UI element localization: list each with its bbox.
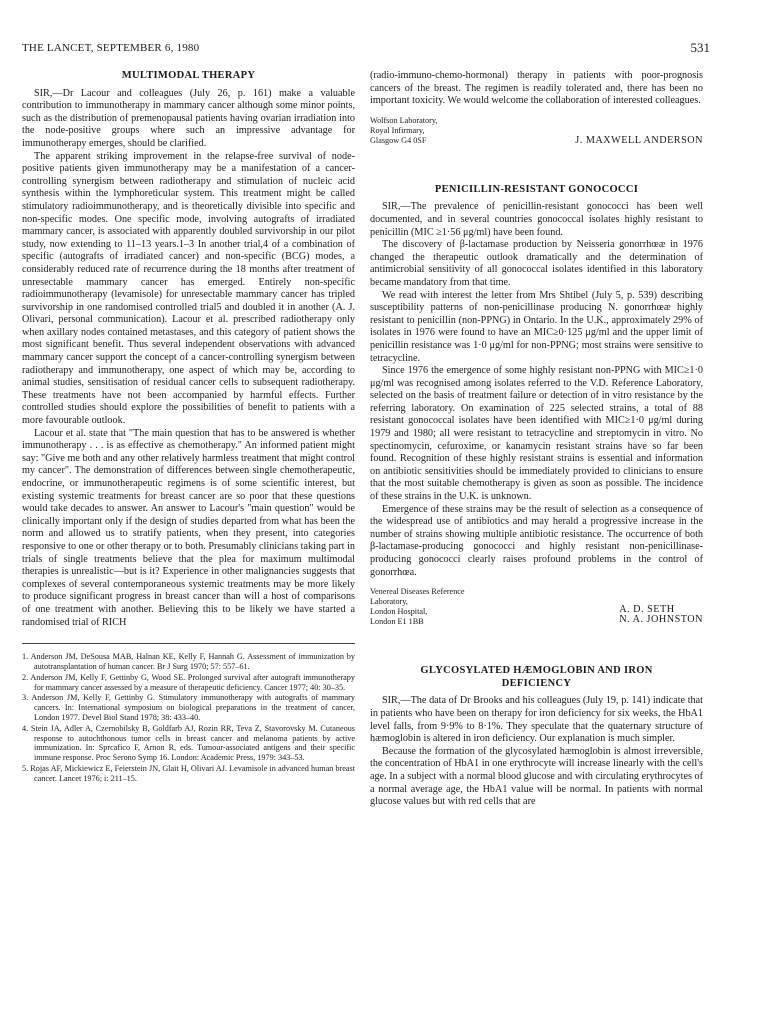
address-line: Royal Infirmary, (370, 125, 425, 135)
paragraph: SIR,—The prevalence of penicillin-resistant gonococci has been well documented, and in several countries gonococcal isolates highly resistant to penicillin (MIC ≥1·56 μg/ml) have been found. (370, 201, 703, 238)
paragraph: SIR,—Dr Lacour and colleagues (July 26, p. 161) make a valuable contribution to immunotherapy in mammary cancer although some minor points, such as the distribution of premenopausal patients having ovarian irradiation into the node-positive groups where such an impressive advantage for immunotherapy emerges, should be clarified. (22, 87, 355, 149)
paragraph: Since 1976 the emergence of some highly resistant non-PPNG with MIC≥1·0 μg/ml was recognised among isolates referred to the V.D. Reference Laboratory, selected on the basis of treatment failure or detection of in vitro resistance by the referring laboratory. On examination of 225 selected strains, a total of 88 resistant gonococcal isolates have been identified with MIC≥1·0 μg/ml during 1979 and 1980; all were resistant to tetracycline and streptomycin in vitro. No spectinomycin, cefuroxime, or kanamycin resistant strains have so far been found. Recognition of these highly resistant strains is essential and information on antibiotic sensitivities should be immediately provided to clinicians to ensure that the most suitable chemotherapy is given as soon as possible. The incidence of these strains in the U.K. is unknown. (370, 365, 703, 503)
page-number: 531 (690, 40, 710, 55)
signature-block (370, 116, 703, 146)
author-name: N. A. JOHNSTON (619, 614, 703, 626)
signature-block (370, 587, 703, 627)
address-line: Venereal Diseases Reference (370, 587, 465, 597)
running-header (22, 40, 710, 58)
paragraph: The apparent striking improvement in the relapse-free survival of node-positive patients given immunotherapy may be a manifestation of a cancer-controlling synergism between radiotherapy and stimulation of nucleic acid synthesis within the lymphoreticular system. This treatment might be called stimulatory radioimmunotherapy, and is theoretically divisible into specific and non-specific modes. One specific mode, involving autografts of irradiated mammary cancer, is associated with apparently doubled survivorship in our pilot study, now extending to 11–13 years.1–3 In another trial,4 of a combination of specific (autografts of irradiated cancer) and non-specific (BCG) modes, a considerably reduced rate of recurrence during the 18 months after treatment of unresectable mammary cancer has emerged. Entirely non-specific radioimmunotherapy (levamisole) for unresectable mammary cancer has tripled survivorship in one randomised controlled trial5 and doubled it in another (A. J. Olivari, personal communication). Lacour et al. prescribed radiotherapy only when axillary nodes contained metastases, and this category of patient shows the most significant benefit. Thus several independent observations with advanced mammary cancer support the concept of a cancer-controlling synergism between radiotherapy and immunotherapy, one aspect of which may be, according to animal studies, sensitisation of residual cancer cells to subsequent radiotherapy. These treatments have not been accompanied by harmful effects. Further controlled studies should explore the possibilities of benefit to patients with a more favourable outlook. (22, 150, 355, 427)
paragraph: Because the formation of the glycosylated hæmoglobin is almost irreversible, the concentration of HbA1 in one erythrocyte will increase linearly with the cell's age. In a subject with a normal blood glucose and with circulating erythrocytes of a normal average age, the HbA1 value will be normal. In patients with normal glucose values but with red cells that are (370, 745, 703, 808)
reference-item: 5. Rojas AF, Mickiewicz E, Feierstein JN, Glait H, Olivari AJ. Levamisole in advanced human breast cancer. Lancet 1976; i: 211–15. (22, 763, 355, 783)
reference-list (22, 652, 355, 783)
left-column (22, 70, 355, 784)
address-line: London Hospital, (370, 607, 428, 617)
paragraph: (radio-immuno-chemo-hormonal) therapy in patients with poor-prognosis cancers of the breast. The regimen is readily tolerated and, there has been no important toxicity. We would welcome the collaboration of interested colleagues. (370, 70, 703, 107)
divider (22, 643, 355, 644)
article-title-multimodal: MULTIMODAL THERAPY (121, 70, 256, 81)
paragraph: The discovery of β-lactamase production by Neisseria gonorrhœæ in 1976 changed the therapeutic outlook dramatically and the determination of antimicrobial sensitivity of all gonococcal isolates identified in this laboratory became mandatory from that time. (370, 239, 703, 288)
address-line: Laboratory, (370, 597, 408, 607)
reference-item: 2. Anderson JM, Kelly F, Gettinby G, Wood SE. Prolonged survival after autograft immunotherapy for mammary cancer assessed by a measure of therapeutic deficiency. Cancer 1977; 40: 30–35. (22, 672, 355, 692)
reference-item: 3. Anderson JM, Kelly F, Gettinby G. Stimulatory immunotherapy with autografts of mammary cancers. In: International symposium on biological preparations in the treatment of cancer, London 1977. Devel Biol Stand 1978; 38: 433–40. (22, 693, 355, 722)
article-title-haemoglobin: GLYCOSYLATED HÆMOGLOBIN AND IRON DEFICIENCY (420, 665, 653, 689)
paragraph: Lacour et al. state that "The main question that has to be answered is whether immunotherapy . . . is as effective as chemotherapy." An informed patient might say: "Give me both and any other relatively harmless treatment that might control my cancer". The demonstration of differences between single chemotherapeutic, endocrine, or immunotherapeutic regimens is of some scientific interest, but existing systemic treatments for breast cancer are so poor that these questions would take decades to answer. An answer to Lacour's "main question" would be clinically important only if the design of studies departed from what has been the norm and allowed us to stratify patients, when they present, into categories responsive to one or other therapy or to both. Presumably clinicians taking part in trials of single treatments believe that the plea for maximum multimodal therapies is unrealistic—but is it? Experience in other malignancies suggests that complexes of several contemporaneous systemic treatments may be more likely to produce significant progress in breast cancer than will a host of comparisons of one treatment with another. Believing this to be likely we have started a randomised trial of RICH (22, 427, 355, 628)
journal-title: THE LANCET, SEPTEMBER 6, 1980 (22, 42, 200, 54)
author-name: A. D. SETH (619, 604, 675, 616)
address-line: London E1 1BB (370, 617, 424, 627)
reference-item: 4. Stein JA, Adler A, Czernobilsky B, Goldfarb AJ, Rozin RR, Teva Z, Stavorovsky M. Cutaneous response to autochthonous tumor cells in breast cancer and melanoma patients by active immunization. In: Sprcafico F, Arnon R, eds. Tumour-associated antigens and their specific immune response. Proc Serono Symp 16. London: Academic Press, 1979: 343–53. (22, 723, 355, 763)
article-title-gonococci: PENICILLIN-RESISTANT GONOCOCCI (434, 183, 639, 195)
address-line: Wolfson Laboratory, (370, 115, 438, 125)
reference-item: 1. Anderson JM, DeSousa MAB, Halnan KE, Kelly F, Hannah G. Assessment of immunization by autotransplantation of human cancer. Br J Surg 1970; 57: 557–61. (22, 652, 355, 671)
paragraph: Emergence of these strains may be the result of selection as a consequence of the widespread use of antibiotics and may herald a progressive increase in the number of strains showing multiple antibiotic resistance. The occurrence of both β-lactamase-producing gonococci and highly resistant non-penicillinase-producing gonococci clearly raises profound problems in the control of gonorrhœa. (370, 503, 703, 578)
author-name: J. MAXWELL ANDERSON (575, 134, 703, 146)
paragraph: We read with interest the letter from Mrs Shtibel (July 5, p. 539) describing susceptibility patterns of non-penicillinase producing N. gonorrhœæ highly resistant to penicillin (non-PPNG) in Ontario. In the U.K., approximately 29% of isolates in 1976 were found to have an MIC≥0·125 μg/ml and the upper limit of penicillin resistance was 1·0 μg/ml for non-PPNG; most strains were sensitive to tetracycline. (370, 289, 703, 364)
paragraph: SIR,—The data of Dr Brooks and his colleagues (July 19, p. 141) indicate that in patients who have been on therapy for iron deficiency for six weeks, the HbA1 level falls, from 9·9% to 8·1%. They speculate that the quaternary structure of hæmoglobin is altered in iron deficiency. Our explanation is much simpler. (370, 695, 703, 745)
right-column (370, 70, 703, 809)
address-line: Glasgow G4 0SF (370, 135, 427, 145)
